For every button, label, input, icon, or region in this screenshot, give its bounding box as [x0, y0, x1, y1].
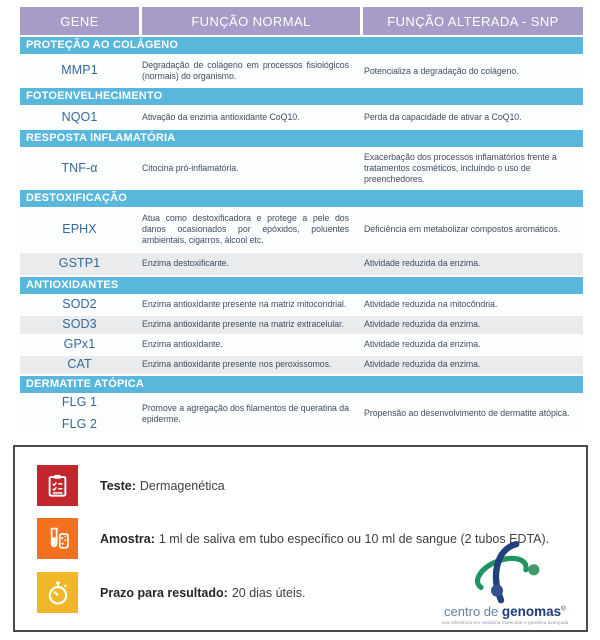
test-info-box — [13, 445, 588, 632]
header-funcao-normal: FUNÇÃO NORMAL — [142, 7, 360, 35]
gene-normal-function: Ativação da enzima antioxidante CoQ10. — [142, 112, 300, 122]
gene-altered-function: Potencializa a degradação do colágeno. — [364, 65, 519, 76]
gene-name: EPHX — [62, 222, 97, 237]
gene-altered-function: Atividade reduzida da enzima. — [364, 339, 481, 350]
gene-normal-function: Atua como destoxificadora e protege a pele dos danos ocasionados por epóxidos, poluentes ambientais, cigarros, álcool etc. — [142, 213, 349, 246]
section-bar-fotoenvelhecimento: FOTOENVELHECIMENTO — [20, 88, 583, 105]
info-value: Dermagenética — [139, 478, 225, 493]
gene-normal-function: Enzima antioxidante presente na matriz extracelular. — [142, 319, 344, 330]
table-header-row — [20, 7, 583, 35]
section-bar-antioxidantes: ANTIOXIDANTES — [20, 277, 583, 294]
gene-normal-function: Promove a agregação dos filamentos de queratina da epiderme. — [142, 402, 349, 424]
table-row — [20, 316, 583, 334]
header-funcao-alterada: FUNÇÃO ALTERADA - SNP — [363, 7, 583, 35]
info-text-teste — [100, 479, 225, 493]
header-gene: GENE — [20, 7, 139, 35]
gene-normal-function: Citocina pró-inflamatória. — [142, 162, 239, 173]
logo-name — [429, 605, 581, 619]
table-row — [20, 56, 583, 86]
test-tubes-icon — [37, 518, 78, 559]
table-row — [20, 209, 583, 251]
info-text-prazo — [100, 586, 306, 600]
gene-table — [20, 7, 583, 432]
gene-altered-function: Atividade reduzida da enzima. — [364, 258, 481, 269]
info-label: Teste: — [100, 478, 136, 493]
section-bar-resposta-inflamatoria: RESPOSTA INFLAMATÓRIA — [20, 130, 583, 147]
gene-normal-function: Enzima antioxidante. — [142, 339, 223, 350]
gene-name: GSTP1 — [58, 256, 101, 271]
gene-name — [20, 395, 139, 432]
logo-name-regular: centro de — [444, 603, 499, 619]
gene-name: TNF-α — [61, 160, 98, 175]
info-label: Prazo para resultado: — [100, 585, 228, 600]
table-row — [20, 149, 583, 188]
info-value: 20 dias úteis. — [231, 585, 306, 600]
gene-altered-function: Perda da capacidade de ativar a CoQ10. — [364, 112, 522, 122]
logo-name-bold: genomas — [501, 603, 562, 619]
section-bar-destoxificacao: DESTOXIFICAÇÃO — [20, 190, 583, 207]
centro-de-genomas-logo — [429, 541, 581, 626]
info-value: 1 ml de saliva em tubo específico ou 10 ml de sangue (2 tubos EDTA). — [158, 531, 550, 546]
gene-altered-function: Atividade reduzida da enzima. — [364, 359, 481, 370]
gene-altered-function: Atividade reduzida na mitocôndria. — [364, 299, 498, 310]
gene-normal-function: Degradação de colágeno em processos fisiológicos (normais) do organismo. — [142, 60, 349, 81]
info-label: Amostra: — [100, 531, 155, 546]
gene-name: MMP1 — [61, 63, 98, 78]
stopwatch-icon — [37, 572, 78, 613]
gene-altered-function: Exacerbação dos processos inflamatórios frente a tratamentos cosméticos, incluindo o uso de preenchedores. — [364, 152, 557, 184]
gene-normal-function: Enzima destoxificante. — [142, 258, 229, 269]
table-row — [20, 296, 583, 314]
table-row — [20, 253, 583, 275]
info-row-teste — [37, 465, 225, 506]
logo-tagline: sua referência em medicina molecular e genética avançada — [441, 620, 569, 625]
gene-altered-function: Deficiência em metabolizar compostos aromáticos. — [364, 224, 561, 235]
gene-name: SOD2 — [62, 297, 97, 312]
table-row — [20, 336, 583, 354]
gene-normal-function: Enzima antioxidante presente nos peroxissomos. — [142, 359, 332, 370]
gene-name: SOD3 — [62, 317, 97, 332]
table-row — [20, 107, 583, 128]
gene-altered-function: Atividade reduzida da enzima. — [364, 319, 481, 330]
gene-name-flg1: FLG 1 — [61, 394, 98, 409]
registered-mark: ® — [561, 605, 566, 613]
clipboard-checklist-icon — [37, 465, 78, 506]
gene-name-flg2: FLG 2 — [61, 416, 98, 431]
gene-name: NQO1 — [61, 109, 98, 124]
table-row — [20, 395, 583, 432]
section-bar-protecao-colageno: PROTEÇÃO AO COLÁGENO — [20, 37, 583, 54]
gene-name: GPx1 — [63, 337, 96, 352]
gene-name: CAT — [67, 357, 92, 372]
gene-normal-function: Enzima antioxidante presente na matriz mitocondrial. — [142, 299, 347, 310]
table-row — [20, 356, 583, 374]
logo-swoosh-icon — [464, 541, 546, 605]
gene-altered-function: Propensão ao desenvolvimento de dermatite atópica. — [364, 408, 570, 419]
info-row-prazo — [37, 572, 306, 613]
section-bar-dermatite-atopica: DERMATITE ATÓPICA — [20, 376, 583, 393]
